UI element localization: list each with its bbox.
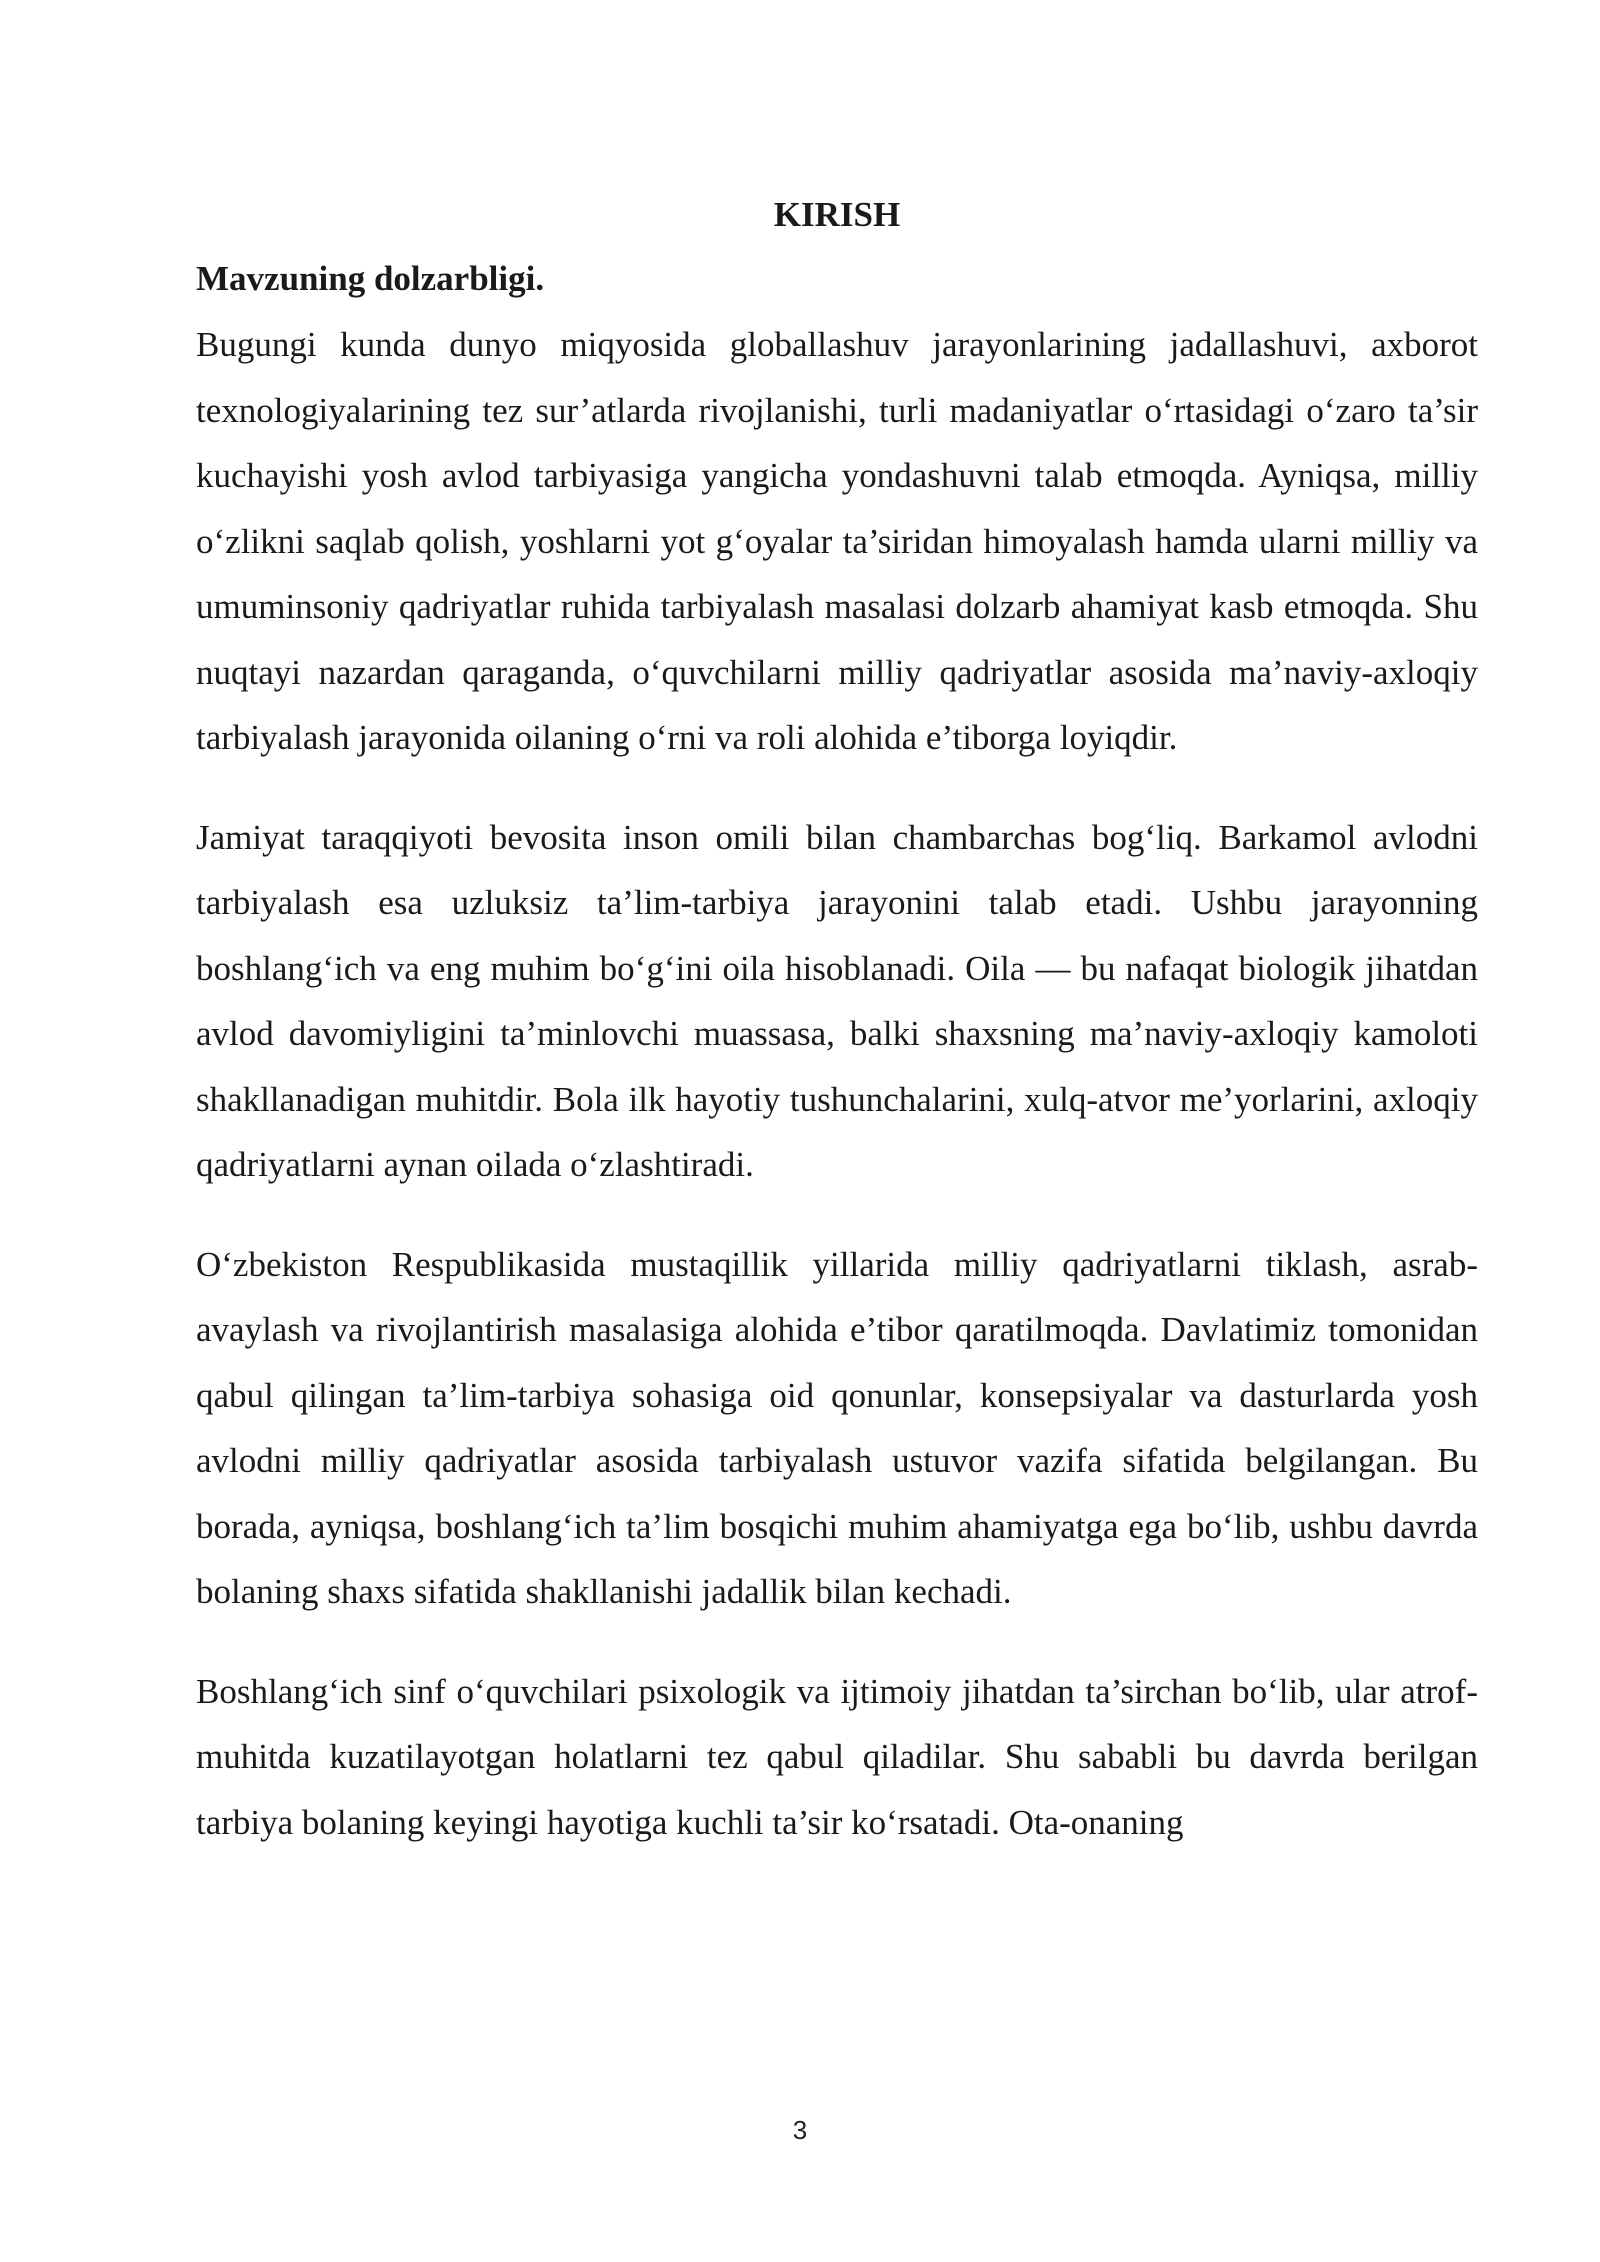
paragraph-3: Oʻzbekiston Respublikasida mustaqillik yillarida milliy qadriyatlarni tiklash, asrab-avaylash va rivojlantirish masalasiga alohida e’tibor qaratilmoqda. Davlatimiz tomonidan qabul qilingan ta’lim-tarbiya sohasiga oid qonunlar, konsepsiyalar va dasturlarda yosh avlodni milliy qadriyatlar asosida tarbiyalash ustuvor vazifa sifatida belgilangan. Bu borada, ayniqsa, boshlangʻich ta’lim bosqichi muhim ahamiyatga ega boʻlib, ushbu davrda bolaning shaxs sifatida shakllanishi jadallik bilan kechadi. (196, 1244, 1478, 1611)
paragraph-1: Bugungi kunda dunyo miqyosida globallashuv jarayonlarining jadallashuvi, axborot texnologiyalarining tez sur’atlarda rivojlanishi, turli madaniyatlar oʻrtasidagi oʻzaro ta’sir kuchayishi yosh avlod tarbiyasiga yangicha yondashuvni talab etmoqda. Ayniqsa, milliy oʻzlikni saqlab qolish, yoshlarni yot gʻoyalar ta’siridan himoyalash hamda ularni milliy va umuminsoniy qadriyatlar ruhida tarbiyalash masalasi dolzarb ahamiyat kasb etmoqda. Shu nuqtayi nazardan qaraganda, oʻquvchilarni milliy qadriyatlar asosida ma’naviy-axloqiy tarbiyalash jarayonida oilaning oʻrni va roli alohida e’tiborga loyiqdir. (196, 325, 1478, 757)
page-title: KIRISH (773, 195, 901, 234)
page-content (196, 190, 1478, 1855)
section-heading: Mavzuning dolzarbligi. (196, 259, 545, 298)
paragraph-2: Jamiyat taraqqiyoti bevosita inson omili bilan chambarchas bogʻliq. Barkamol avlodni tarbiyalash esa uzluksiz ta’lim-tarbiya jarayonini talab etadi. Ushbu jarayonning boshlangʻich va eng muhim boʻgʻini oila hisoblanadi. Oila — bu nafaqat biologik jihatdan avlod davomiyligini ta’minlovchi muassasa, balki shaxsning ma’naviy-axloqiy kamoloti shakllanadigan muhitdir. Bola ilk hayotiy tushunchalarini, xulq-atvor me’yorlarini, axloqiy qadriyatlarni aynan oilada oʻzlashtiradi. (196, 817, 1478, 1184)
page-number: 3 (792, 2115, 808, 2145)
paragraph-4: Boshlangʻich sinf oʻquvchilari psixologik va ijtimoiy jihatdan ta’sirchan boʻlib, ular atrof-muhitda kuzatilayotgan holatlarni tez qabul qiladilar. Shu sababli bu davrda berilgan tarbiya bolaning keyingi hayotiga kuchli ta’sir koʻrsatadi. Ota-onaning (196, 1671, 1478, 1842)
